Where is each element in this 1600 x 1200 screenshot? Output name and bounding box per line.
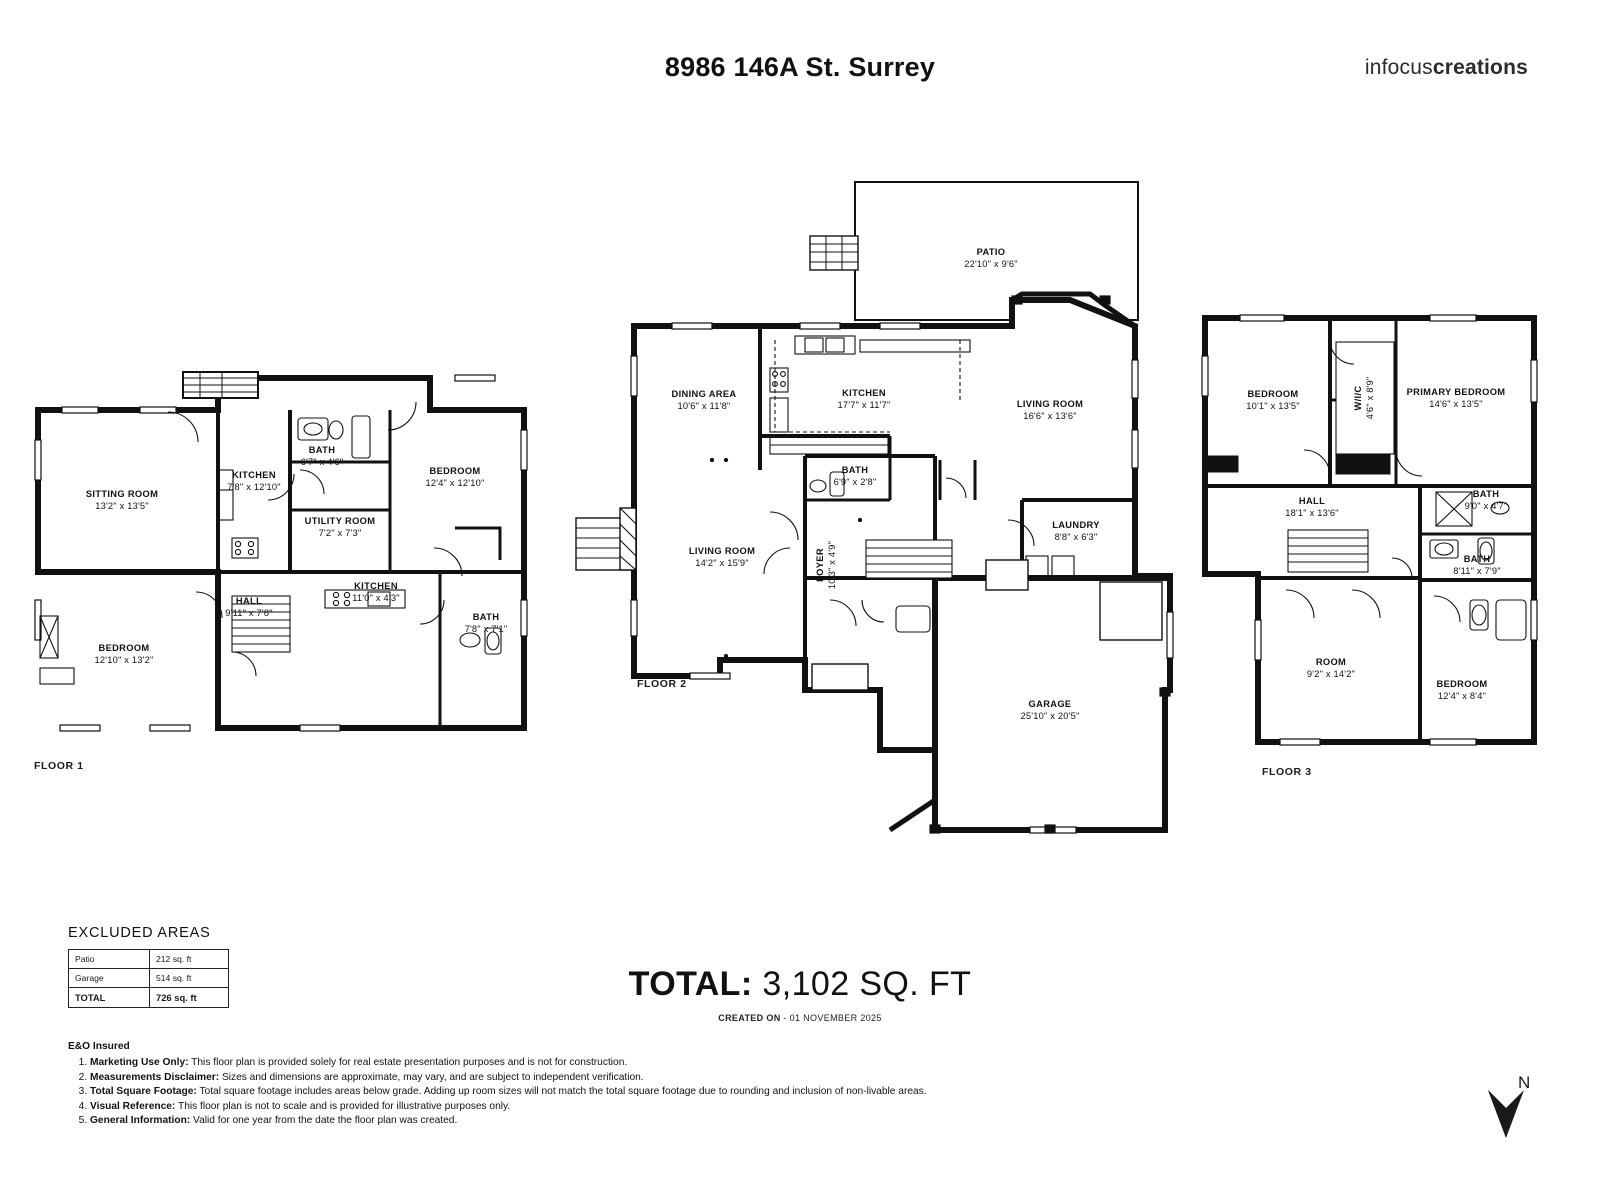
disclaimer-item [90, 1071, 1028, 1085]
disclaimer-item-title: General Information: [90, 1115, 191, 1127]
floor3-outline [1202, 315, 1537, 745]
room-name: GARAGE [1028, 699, 1072, 709]
excluded-row-value: 212 sq. ft [150, 950, 229, 969]
room-name: BEDROOM [429, 466, 481, 476]
disclaimer-item-title: Visual Reference: [90, 1100, 176, 1112]
room-dim: 22'10" x 9'6" [964, 259, 1018, 269]
floor-label-3: FLOOR 3 [1262, 766, 1312, 778]
excluded-areas-title: EXCLUDED AREAS [68, 925, 211, 941]
room-name: BATH [308, 445, 336, 455]
room-name: HALL [235, 596, 263, 606]
room-dim: 17'7" x 11'7" [837, 400, 891, 410]
room-dim: 7'8" x 12'10" [227, 482, 281, 492]
disclaimer-item-text: This floor plan is not to scale and is provided for illustrative purposes only. [175, 1100, 511, 1112]
room-name: BATH [472, 612, 500, 622]
disclaimer-item [90, 1085, 1028, 1099]
floor-label-2: FLOOR 2 [637, 678, 687, 690]
disclaimer-block [68, 1040, 1028, 1128]
room-name: KITCHEN [842, 388, 886, 398]
room-name: SITTING ROOM [85, 489, 159, 499]
room-name: FOYER [815, 548, 825, 582]
room-name: BEDROOM [98, 643, 150, 653]
room-name: KITCHEN [232, 470, 276, 480]
created-on-value: - 01 NOVEMBER 2025 [783, 1013, 882, 1023]
brand-name-light: infocus [1364, 56, 1433, 79]
excluded-total-label: TOTAL [69, 988, 150, 1008]
compass-north-indicator [1470, 1068, 1540, 1148]
room-dim: 9'0" x 4'7" [1464, 501, 1508, 511]
disclaimer-item-title: Marketing Use Only: [90, 1057, 189, 1069]
room-dim: 9'11" x 7'8" [225, 608, 273, 618]
page-title: 8986 146A St. Surrey [664, 52, 936, 82]
room-dim: 16'6" x 13'6" [1023, 411, 1077, 421]
total-line [0, 965, 1600, 1004]
room-dim: 10'3" x 4'9" [827, 540, 837, 590]
created-on-label: CREATED ON [718, 1013, 781, 1023]
room-name: ROOM [1315, 657, 1347, 667]
room-dim: 12'4" x 12'10" [425, 478, 485, 488]
room-name: LAUNDRY [1052, 520, 1100, 530]
room-name: BATH [1472, 489, 1500, 499]
room-dim: 8'11" x 7'9" [1453, 566, 1501, 576]
floor-label-1: FLOOR 1 [34, 760, 84, 772]
compass-icon [1470, 1068, 1540, 1148]
room-name: HALL [1298, 496, 1326, 506]
disclaimer-item-title: Measurements Disclaimer: [90, 1071, 220, 1083]
room-dim: 10'1" x 13'5" [1246, 401, 1300, 411]
disclaimer-item [90, 1114, 1028, 1128]
room-name: LIVING ROOM [1016, 399, 1084, 409]
disclaimer-list [68, 1056, 1028, 1128]
room-name: KITCHEN [354, 581, 398, 591]
room-name: PATIO [976, 247, 1006, 257]
room-dim: 12'10" x 13'2" [94, 655, 154, 665]
room-dim: 6'9" x 2'8" [833, 477, 877, 487]
room-name: LIVING ROOM [688, 546, 756, 556]
disclaimer-item-text: Sizes and dimensions are approximate, may vary, and are subject to independent verification. [219, 1071, 644, 1083]
room-dim: 11'0" x 4'3" [352, 593, 400, 603]
floor1-outline [35, 372, 527, 731]
room-name: UTILITY ROOM [304, 516, 376, 526]
disclaimer-item [90, 1056, 1028, 1070]
brand-name-bold: creations [1432, 56, 1528, 79]
eo-insured-label: E&O Insured [68, 1041, 130, 1052]
room-dim: 18'1" x 13'6" [1285, 508, 1339, 518]
room-name: BATH [841, 465, 869, 475]
room-dim: 25'10" x 20'5" [1020, 711, 1080, 721]
room-name: BEDROOM [1436, 679, 1488, 689]
floor2-outline [576, 182, 1173, 833]
room-name: BATH [1463, 554, 1491, 564]
room-dim: 10'6" x 11'8" [677, 401, 731, 411]
room-dim: 9'2" x 14'2" [1306, 669, 1356, 679]
room-dim: 14'6" x 13'5" [1429, 399, 1483, 409]
room-dim: 13'2" x 13'5" [95, 501, 149, 511]
disclaimer-item-text: Valid for one year from the date the floor plan was created. [190, 1115, 458, 1127]
room-dim: 12'4" x 8'4" [1437, 691, 1487, 701]
excluded-total-value: 726 sq. ft [150, 988, 229, 1008]
disclaimer-item-text: Total square footage includes areas below grade. Adding up room sizes will not match the total square footage due to rounding and inclusion of non-livable areas. [196, 1086, 927, 1098]
disclaimer-item [90, 1100, 1028, 1114]
disclaimer-item-title: Total Square Footage: [90, 1086, 197, 1098]
excluded-row-label: Garage [69, 969, 150, 988]
room-name: BEDROOM [1247, 389, 1299, 399]
room-name: DINING AREA [671, 389, 737, 399]
total-value: 3,102 SQ. FT [762, 965, 972, 1003]
room-dim: 4'6" x 8'9" [1365, 376, 1375, 420]
total-label: TOTAL: [628, 965, 753, 1003]
room-dim: 8'8" x 6'3" [1054, 532, 1098, 542]
svg-text:N: N [1518, 1073, 1531, 1092]
room-dim: 7'2" x 7'3" [318, 528, 362, 538]
room-dim: 7'8" x 7'1" [464, 624, 508, 634]
room-name: PRIMARY BEDROOM [1406, 387, 1506, 397]
room-dim: 14'2" x 15'9" [695, 558, 749, 568]
excluded-row-value: 514 sq. ft [150, 969, 229, 988]
room-name: W/I/C [1353, 385, 1363, 411]
excluded-row-label: Patio [69, 950, 150, 969]
room-dim: 6'7" x 4'6" [300, 457, 344, 467]
total-area-block [0, 965, 1600, 1023]
created-on-line [0, 1013, 1600, 1023]
disclaimer-item-text: This floor plan is provided solely for real estate presentation purposes and is not for construction. [188, 1057, 628, 1069]
